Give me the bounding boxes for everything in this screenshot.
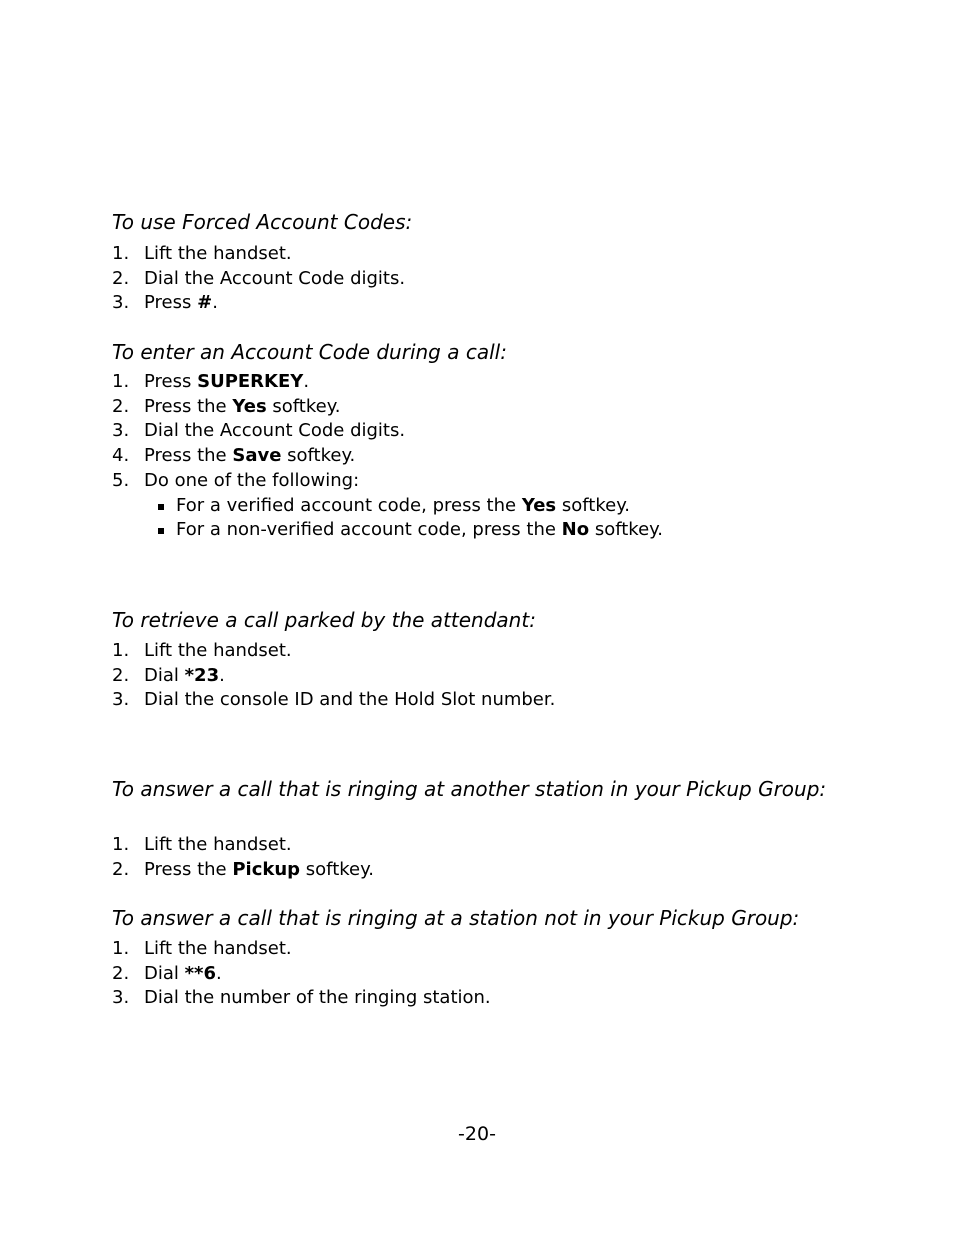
step-number: 1. (112, 371, 130, 392)
step-number: 2. (112, 395, 130, 417)
step-number: 3. (112, 987, 130, 1009)
step-text-after: . (212, 292, 218, 314)
step-text: Do one of the following: (144, 469, 360, 491)
list-item (112, 419, 663, 444)
step-text-after: . (215, 962, 222, 984)
bullet-text-after: softkey. (589, 519, 663, 541)
step-text-after: softkey. (300, 858, 374, 880)
step-text: Lift the handset. (144, 834, 292, 855)
list-item (112, 937, 491, 962)
steps-pickup-group (112, 833, 374, 882)
step-number: 1. (112, 834, 130, 855)
bullet-text: For a non-verified account code, press the (176, 519, 562, 541)
list-item (112, 469, 663, 543)
bullet-item (144, 518, 663, 543)
list-item (112, 444, 663, 469)
bullet-item (144, 494, 663, 519)
list-item (112, 395, 663, 420)
step-text: Dial (144, 664, 185, 686)
step-number: 3. (112, 689, 130, 711)
step-text: Press the (144, 858, 233, 880)
list-item (112, 833, 374, 858)
step-number: 2. (112, 267, 130, 289)
step-text: Dial the Account Code digits. (144, 420, 406, 442)
section-heading-forced-account-codes: To use Forced Account Codes: (112, 210, 413, 234)
list-item (112, 267, 405, 292)
list-item (112, 370, 663, 395)
step-text: Lift the handset. (144, 938, 292, 959)
step-bold: # (197, 292, 213, 314)
step-bold: Yes (232, 395, 267, 417)
page-number: -20- (458, 1123, 496, 1145)
step-bold: *23 (184, 664, 220, 686)
list-item (112, 664, 555, 689)
step-text: Press the (144, 445, 233, 467)
steps-not-in-pickup-group (112, 937, 491, 1011)
bullet-bold: Yes (521, 494, 557, 516)
step-text: Press (144, 371, 198, 392)
section-heading-pickup-group: To answer a call that is ringing at another station in your Pickup Group: (112, 777, 827, 801)
list-item (112, 242, 405, 267)
step-text: Dial the number of the ringing station. (144, 987, 491, 1009)
list-item (112, 858, 374, 883)
step-bold: Pickup (232, 858, 301, 880)
bullet-bold: No (561, 519, 590, 541)
step-number: 3. (112, 420, 130, 442)
steps-retrieve-parked-call (112, 639, 555, 713)
list-item (112, 688, 555, 713)
sub-bullet-list (144, 494, 663, 543)
step-number: 5. (112, 469, 130, 491)
step-text-after: softkey. (281, 445, 356, 467)
step-text: Press the (144, 395, 233, 417)
step-number: 2. (112, 962, 130, 984)
step-text-after: . (303, 371, 310, 392)
step-bold: **6 (184, 962, 216, 984)
step-number: 1. (112, 938, 130, 959)
step-bold: Save (232, 445, 282, 467)
step-text: Dial the Account Code digits. (144, 267, 406, 289)
step-text: Dial the console ID and the Hold Slot number. (144, 689, 556, 711)
list-item (112, 639, 555, 664)
step-text: Lift the handset. (144, 243, 292, 264)
step-text: Lift the handset. (144, 640, 292, 661)
step-number: 2. (112, 664, 130, 686)
step-number: 3. (112, 292, 130, 314)
step-bold: SUPERKEY (197, 371, 304, 392)
steps-account-code-during-call (112, 370, 663, 543)
bullet-text: For a verified account code, press the (176, 494, 522, 516)
list-item (112, 962, 491, 987)
step-text-after: softkey. (266, 395, 341, 417)
step-number: 2. (112, 858, 130, 880)
step-number: 1. (112, 243, 130, 264)
section-heading-account-code-during-call: To enter an Account Code during a call: (112, 340, 507, 364)
step-number: 4. (112, 445, 130, 467)
list-item (112, 986, 491, 1011)
steps-forced-account-codes (112, 242, 405, 316)
step-text-after: . (219, 664, 225, 686)
bullet-square-icon (158, 504, 164, 510)
section-heading-retrieve-parked-call: To retrieve a call parked by the attendant: (112, 608, 536, 632)
bullet-square-icon (158, 528, 164, 534)
step-text: Dial (144, 962, 185, 984)
section-heading-not-in-pickup-group: To answer a call that is ringing at a station not in your Pickup Group: (112, 906, 800, 930)
step-number: 1. (112, 640, 130, 661)
list-item (112, 291, 405, 316)
step-text: Press (144, 292, 198, 314)
bullet-text-after: softkey. (556, 494, 630, 516)
